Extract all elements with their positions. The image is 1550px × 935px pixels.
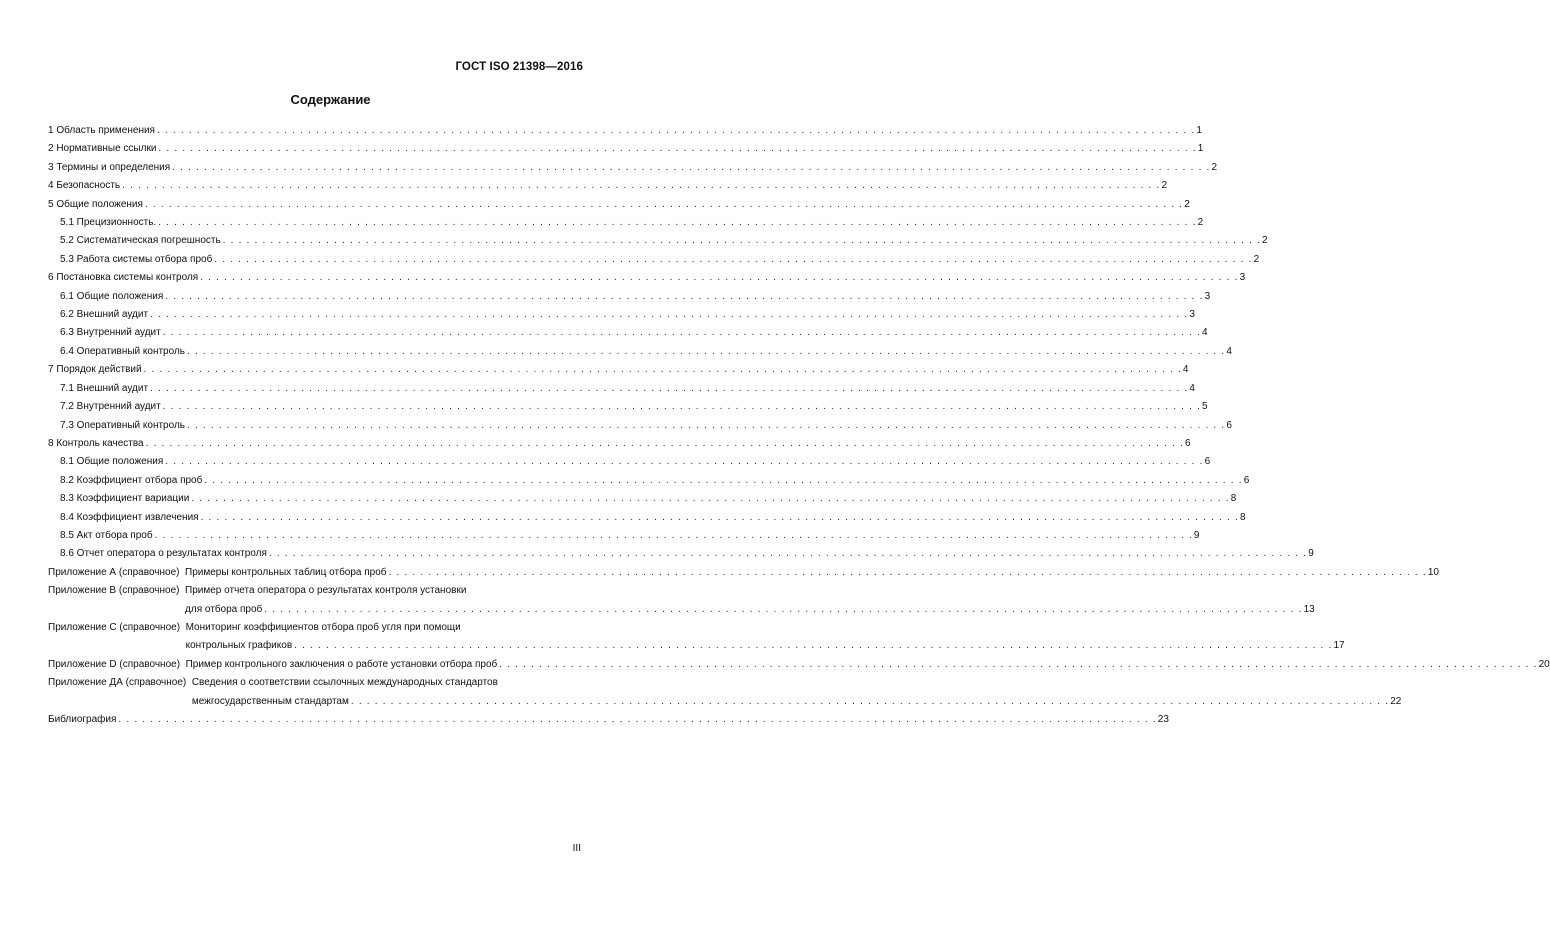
toc-entry-text: 8.6 Отчет оператора о результатах контроля bbox=[60, 548, 267, 560]
toc-entry-text: 6 Постановка системы контроля bbox=[48, 272, 199, 284]
dot-leader bbox=[294, 637, 1332, 655]
toc-entry[interactable] bbox=[48, 361, 1189, 379]
toc-page-number: 10 bbox=[1427, 566, 1439, 578]
toc-entry-text: межгосударственным стандартам bbox=[191, 695, 349, 707]
toc-page-number: 6 bbox=[1204, 456, 1211, 468]
dot-leader bbox=[187, 343, 1225, 361]
toc-entry[interactable] bbox=[48, 435, 1191, 453]
appendix-title-line[interactable] bbox=[186, 656, 1550, 674]
appendix-title-continuation[interactable] bbox=[186, 637, 1345, 655]
toc-page-number: 4 bbox=[1226, 345, 1232, 357]
appendix-label: Приложение ДА (справочное) bbox=[48, 677, 192, 689]
toc-page-number: 23 bbox=[1157, 714, 1169, 725]
toc-entry[interactable] bbox=[48, 398, 1208, 416]
dot-leader bbox=[172, 159, 1210, 177]
toc-entry[interactable] bbox=[48, 509, 1246, 527]
toc-entry-text: 5.1 Прецизионность. bbox=[60, 217, 157, 229]
dot-leader bbox=[165, 453, 1203, 471]
toc-entry[interactable] bbox=[48, 251, 1260, 269]
toc-entry-text: 7 Порядок действий bbox=[48, 364, 142, 376]
toc-entry-text: 4 Безопасность bbox=[48, 180, 121, 192]
dot-leader bbox=[118, 711, 1156, 729]
toc-bibliography[interactable] bbox=[48, 711, 1169, 729]
appendix-title bbox=[186, 619, 1345, 656]
appendix-label: Приложение D (справочное) bbox=[48, 658, 186, 670]
appendix-title-continuation[interactable] bbox=[185, 601, 1315, 619]
toc-appendix-entry[interactable] bbox=[48, 674, 1402, 711]
appendix-title bbox=[186, 656, 1550, 674]
toc-title: Содержание bbox=[290, 92, 371, 107]
toc-page-number: 4 bbox=[1202, 327, 1208, 339]
toc-page-number: 2 bbox=[1197, 217, 1204, 229]
toc-entry-text: 5.2 Систематическая погрешность bbox=[60, 235, 221, 247]
toc-page-number: 4 bbox=[1182, 364, 1189, 376]
dot-leader bbox=[201, 509, 1239, 527]
toc-page-number: 1 bbox=[1197, 143, 1204, 155]
appendix-label: Приложение В (справочное) bbox=[48, 585, 186, 597]
toc-page-number: 2 bbox=[1253, 253, 1260, 265]
toc-entry-text: 8.5 Акт отбора проб bbox=[60, 529, 153, 541]
dot-leader bbox=[158, 214, 1196, 232]
toc-entry-text: Примеры контрольных таблиц отбора проб bbox=[185, 566, 387, 578]
toc-entry[interactable] bbox=[48, 288, 1211, 306]
toc-page-number: 3 bbox=[1204, 290, 1211, 302]
toc-entry[interactable] bbox=[48, 453, 1211, 471]
toc-page-number: 3 bbox=[1239, 272, 1246, 284]
table-of-contents bbox=[48, 122, 1550, 729]
toc-entry-text: 5.3 Работа системы отбора проб bbox=[60, 253, 213, 265]
toc-page-number: 6 bbox=[1184, 437, 1191, 449]
toc-page-number: 17 bbox=[1333, 640, 1345, 652]
dot-leader bbox=[158, 140, 1196, 158]
toc-entry[interactable] bbox=[48, 269, 1246, 287]
dot-leader bbox=[163, 398, 1201, 416]
dot-leader bbox=[146, 435, 1184, 453]
toc-page-number: 1 bbox=[1196, 125, 1202, 136]
toc-page-number: 2 bbox=[1211, 161, 1218, 173]
dot-leader bbox=[165, 288, 1203, 306]
toc-entry-text: 8.3 Коэффициент вариации bbox=[60, 493, 190, 505]
toc-entry[interactable] bbox=[48, 380, 1195, 398]
toc-entry[interactable] bbox=[48, 527, 1200, 545]
dot-leader bbox=[157, 122, 1195, 140]
toc-page-number: 2 bbox=[1262, 235, 1268, 247]
dot-leader bbox=[191, 490, 1229, 508]
dot-leader bbox=[204, 472, 1242, 490]
appendix-title bbox=[192, 674, 1402, 711]
toc-appendix-entry[interactable] bbox=[48, 656, 1550, 674]
toc-page-number: 9 bbox=[1193, 529, 1200, 541]
toc-entry-text: 6.1 Общие положения bbox=[60, 290, 164, 302]
document-code: ГОСТ ISO 21398—2016 bbox=[455, 61, 583, 73]
toc-entry-text: 7.3 Оперативный контроль bbox=[60, 419, 185, 431]
toc-entry-text: 7.2 Внутренний аудит bbox=[60, 401, 161, 413]
toc-entry[interactable] bbox=[48, 545, 1314, 563]
toc-entry[interactable] bbox=[48, 159, 1218, 177]
toc-entry-text: для отбора проб bbox=[185, 603, 263, 615]
toc-entry[interactable] bbox=[48, 324, 1208, 342]
appendix-title-line: Мониторинг коэффициентов отбора проб угля при помощи bbox=[185, 621, 461, 633]
toc-appendix-entry[interactable] bbox=[48, 564, 1439, 582]
page-number: III bbox=[572, 843, 581, 854]
toc-entry-text: 6.4 Оперативный контроль bbox=[60, 345, 185, 357]
toc-page-number: 6 bbox=[1243, 474, 1250, 486]
appendix-title-line: Пример отчета оператора о результатах контроля установки bbox=[185, 585, 467, 597]
dot-leader bbox=[150, 306, 1188, 324]
toc-entry-text: контрольных графиков bbox=[185, 640, 293, 652]
toc-entry-text: 1 Область применения bbox=[48, 125, 155, 136]
toc-page-number: 22 bbox=[1390, 695, 1402, 707]
toc-page-number: 2 bbox=[1161, 180, 1168, 192]
dot-leader bbox=[499, 656, 1537, 674]
toc-entry-text: 8.2 Коэффициент отбора проб bbox=[60, 474, 203, 486]
toc-appendix-entry[interactable] bbox=[48, 619, 1345, 656]
toc-entry[interactable] bbox=[48, 214, 1204, 232]
toc-entry-text: 3 Термины и определения bbox=[48, 161, 171, 173]
dot-leader bbox=[389, 564, 1427, 582]
toc-page-number: 9 bbox=[1308, 548, 1314, 560]
toc-appendix-entry[interactable] bbox=[48, 582, 1315, 619]
toc-entry[interactable] bbox=[48, 122, 1202, 140]
toc-entry[interactable] bbox=[48, 490, 1237, 508]
toc-entry-text: 6.2 Внешний аудит bbox=[60, 309, 149, 321]
toc-page-number: 4 bbox=[1189, 382, 1195, 394]
dot-leader bbox=[269, 545, 1307, 563]
toc-page-number: 6 bbox=[1226, 419, 1232, 431]
toc-entry[interactable] bbox=[48, 232, 1268, 250]
toc-entry[interactable] bbox=[48, 472, 1250, 490]
toc-entry-text: Библиография bbox=[48, 714, 117, 725]
dot-leader bbox=[150, 380, 1188, 398]
toc-page-number: 5 bbox=[1202, 401, 1208, 413]
toc-page-number: 2 bbox=[1184, 198, 1190, 210]
dot-leader bbox=[264, 601, 1302, 619]
toc-page-number: 8 bbox=[1239, 511, 1246, 523]
toc-entry[interactable] bbox=[48, 306, 1195, 324]
dot-leader bbox=[145, 196, 1183, 214]
dot-leader bbox=[187, 417, 1225, 435]
dot-leader bbox=[144, 361, 1182, 379]
appendix-title bbox=[185, 582, 1315, 619]
toc-entry[interactable] bbox=[48, 140, 1204, 158]
dot-leader bbox=[122, 177, 1160, 195]
toc-entry-text: 8.4 Коэффициент извлечения bbox=[60, 511, 199, 523]
toc-page-number: 3 bbox=[1189, 309, 1195, 321]
toc-entry-text: 8.1 Общие положения bbox=[60, 456, 164, 468]
toc-page-number: 13 bbox=[1303, 603, 1315, 615]
appendix-title-line[interactable] bbox=[185, 564, 1439, 582]
dot-leader bbox=[200, 269, 1238, 287]
appendix-title bbox=[185, 564, 1439, 582]
toc-entry-text: 2 Нормативные ссылки bbox=[48, 143, 157, 155]
toc-entry[interactable] bbox=[48, 177, 1168, 195]
toc-entry-text: 5 Общие положения bbox=[48, 198, 143, 210]
toc-entry-text: Пример контрольного заключения о работе установки отбора проб bbox=[185, 658, 498, 670]
appendix-label: Приложение А (справочное) bbox=[48, 566, 186, 578]
dot-leader bbox=[351, 693, 1389, 711]
appendix-title-continuation[interactable] bbox=[192, 693, 1402, 711]
toc-entry[interactable] bbox=[48, 417, 1232, 435]
toc-entry[interactable] bbox=[48, 196, 1190, 214]
toc-entry-text: 7.1 Внешний аудит bbox=[60, 382, 149, 394]
dot-leader bbox=[163, 324, 1201, 342]
dot-leader bbox=[155, 527, 1193, 545]
toc-entry-text: 8 Контроль качества bbox=[48, 437, 144, 449]
toc-page-number: 20 bbox=[1538, 658, 1550, 670]
dot-leader bbox=[214, 251, 1252, 269]
dot-leader bbox=[223, 232, 1261, 250]
appendix-title-line: Сведения о соответствии ссылочных международных стандартов bbox=[191, 677, 498, 689]
toc-entry-text: 6.3 Внутренний аудит bbox=[60, 327, 161, 339]
appendix-label: Приложение С (справочное) bbox=[48, 621, 186, 633]
toc-page-number: 8 bbox=[1230, 493, 1237, 505]
toc-entry[interactable] bbox=[48, 343, 1232, 361]
